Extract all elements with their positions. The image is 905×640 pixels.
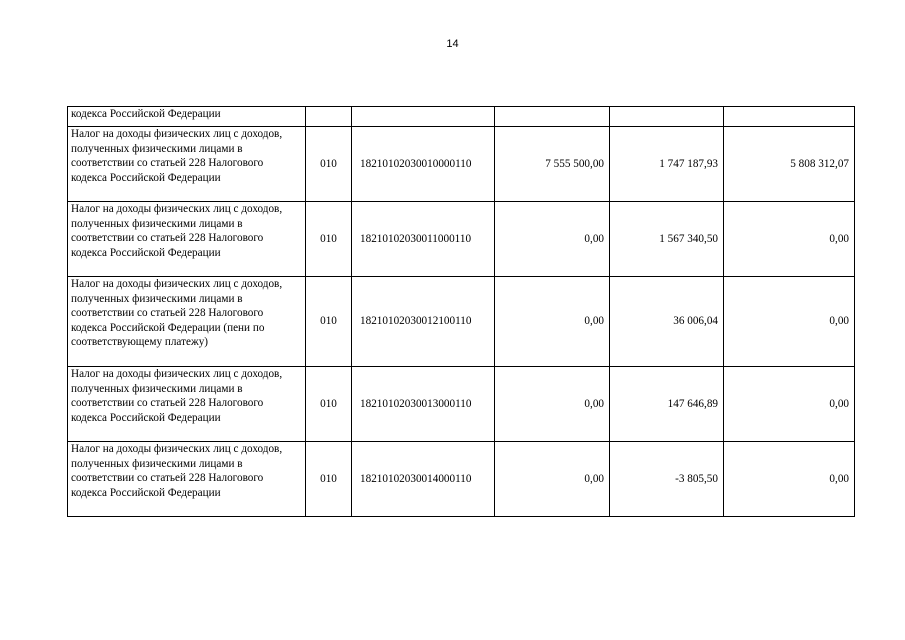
row-budget-code-cell: [352, 107, 495, 127]
row-approved-cell: 0,00: [495, 367, 610, 442]
row-line-code-cell: 010: [306, 202, 352, 277]
row-unexecuted-cell: [724, 107, 855, 127]
row-approved-cell: 0,00: [495, 202, 610, 277]
table-row: [68, 202, 855, 277]
row-approved-cell: 0,00: [495, 442, 610, 517]
row-unexecuted-cell: 0,00: [724, 367, 855, 442]
table-row: [68, 127, 855, 202]
row-unexecuted-cell: 5 808 312,07: [724, 127, 855, 202]
table-row: [68, 367, 855, 442]
row-line-code-cell: 010: [306, 442, 352, 517]
row-name-cell: Налог на доходы физических лиц с доходов, полученных физическими лицами в соответствии со статьей 228 Налогового кодекса Российской Федерации: [68, 202, 306, 277]
row-line-code-cell: 010: [306, 277, 352, 367]
row-line-code-cell: 010: [306, 127, 352, 202]
row-executed-cell: 36 006,04: [610, 277, 724, 367]
row-approved-cell: 0,00: [495, 277, 610, 367]
row-unexecuted-cell: 0,00: [724, 202, 855, 277]
row-name-cell: кодекса Российской Федерации: [68, 107, 306, 127]
row-name-cell: Налог на доходы физических лиц с доходов, полученных физическими лицами в соответствии со статьей 228 Налогового кодекса Российской Федерации (пени по соответствующему платежу): [68, 277, 306, 367]
row-name-cell: Налог на доходы физических лиц с доходов, полученных физическими лицами в соответствии со статьей 228 Налогового кодекса Российской Федерации: [68, 127, 306, 202]
page-number: 14: [446, 38, 459, 50]
row-budget-code-cell: 18210102030014000110: [352, 442, 495, 517]
row-unexecuted-cell: 0,00: [724, 277, 855, 367]
row-budget-code-cell: 18210102030012100110: [352, 277, 495, 367]
table-row: [68, 442, 855, 517]
row-line-code-cell: [306, 107, 352, 127]
row-budget-code-cell: 18210102030010000110: [352, 127, 495, 202]
row-name-cell: Налог на доходы физических лиц с доходов, полученных физическими лицами в соответствии со статьей 228 Налогового кодекса Российской Федерации: [68, 367, 306, 442]
row-approved-cell: 7 555 500,00: [495, 127, 610, 202]
row-executed-cell: -3 805,50: [610, 442, 724, 517]
row-budget-code-cell: 18210102030013000110: [352, 367, 495, 442]
table-row: [68, 277, 855, 367]
row-name-cell: Налог на доходы физических лиц с доходов, полученных физическими лицами в соответствии со статьей 228 Налогового кодекса Российской Федерации: [68, 442, 306, 517]
row-executed-cell: [610, 107, 724, 127]
row-executed-cell: 147 646,89: [610, 367, 724, 442]
table-row-continued: [68, 107, 855, 127]
row-executed-cell: 1 747 187,93: [610, 127, 724, 202]
row-executed-cell: 1 567 340,50: [610, 202, 724, 277]
row-line-code-cell: 010: [306, 367, 352, 442]
row-unexecuted-cell: 0,00: [724, 442, 855, 517]
row-budget-code-cell: 18210102030011000110: [352, 202, 495, 277]
row-approved-cell: [495, 107, 610, 127]
report-table: [67, 106, 855, 517]
